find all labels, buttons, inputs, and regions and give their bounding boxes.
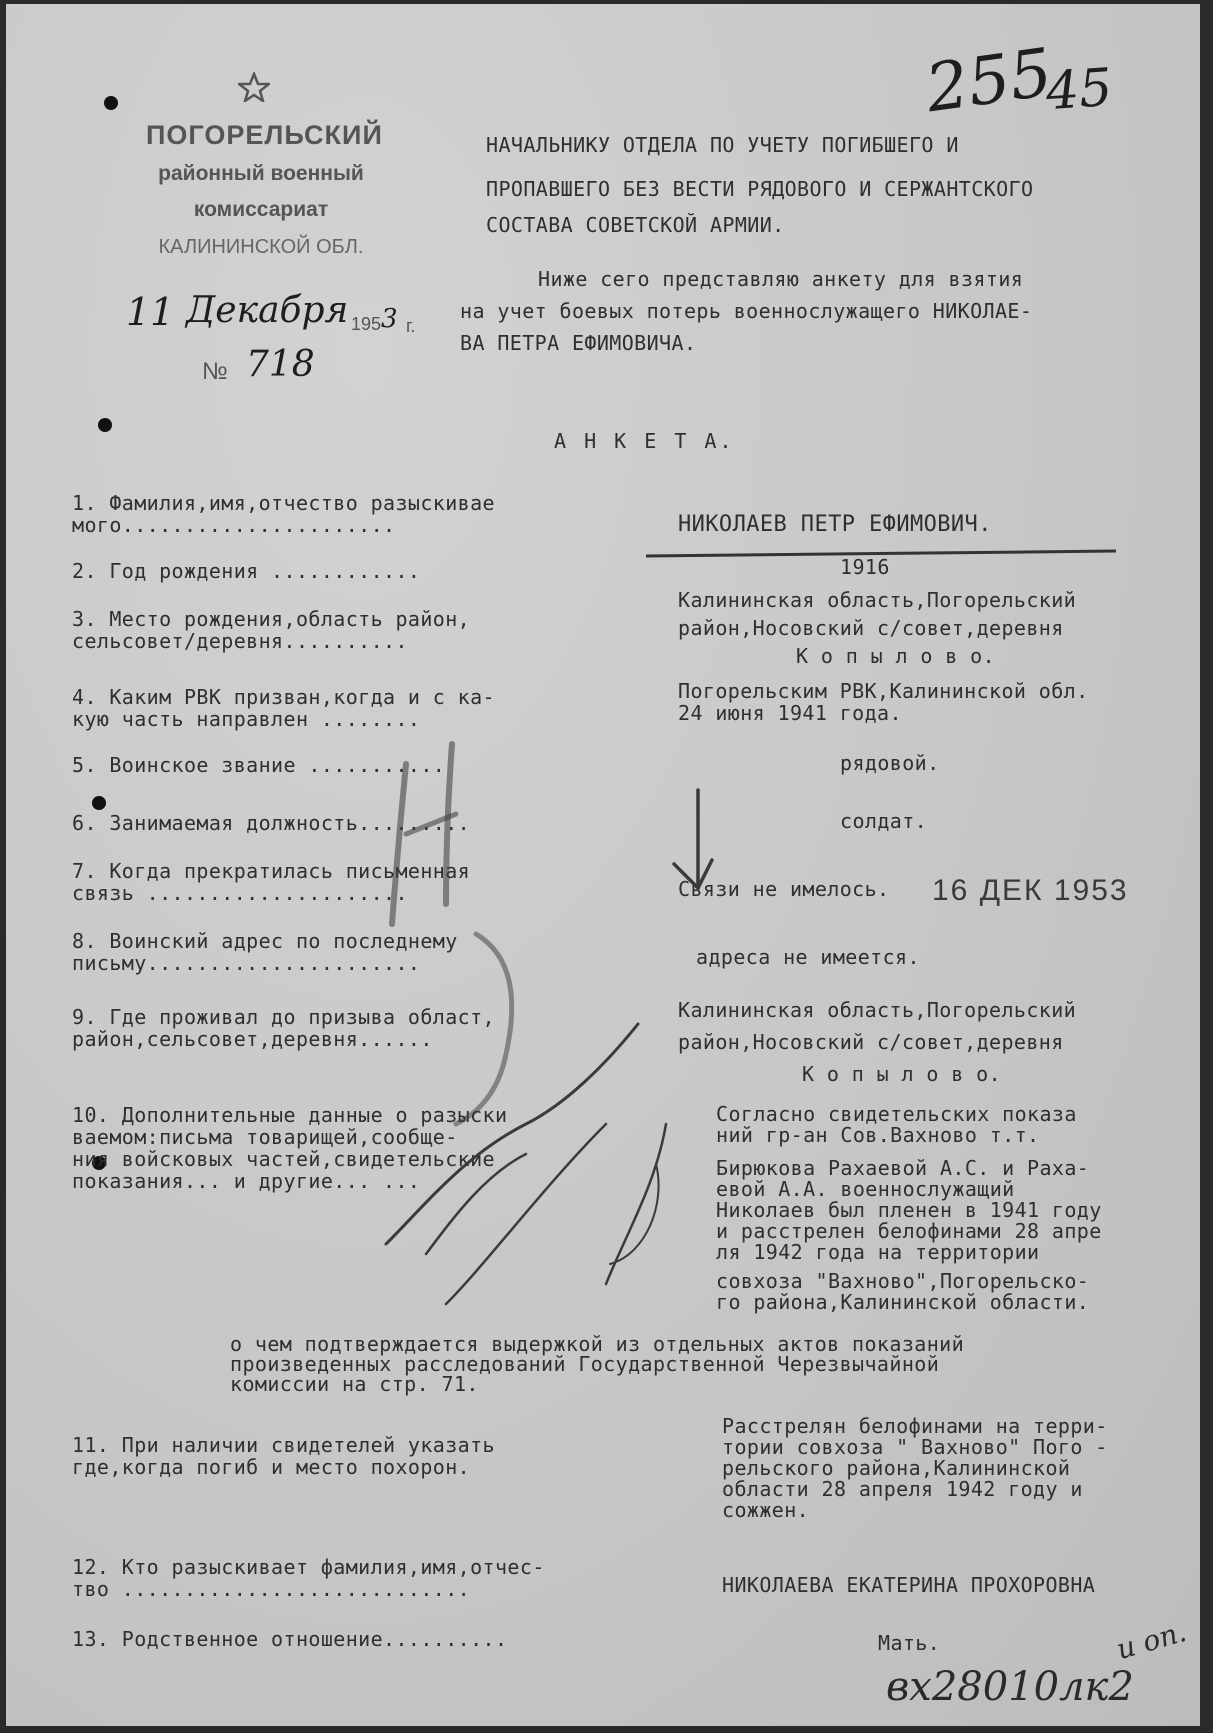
question-line: 8. Воинский адрес по последнему: [72, 929, 458, 953]
answer-line: о чем подтверждается выдержкой из отдельных актов показаний: [230, 1332, 965, 1356]
answer-line: комиссии на стр. 71.: [230, 1372, 479, 1396]
intro-line-2: на учет боевых потерь военнослужащего НИКОЛАЕ-: [460, 299, 1033, 323]
answer-6: солдат.: [840, 809, 928, 833]
handwritten-marks: [6, 4, 1200, 1726]
answer-line: го района,Калининской области.: [716, 1290, 1090, 1314]
answer-line: ний гр-ан Сов.Вахново т.т.: [716, 1123, 1040, 1147]
question-line: где,когда погиб и место похорон.: [72, 1455, 471, 1479]
question-line: 2. Год рождения ............: [72, 559, 421, 583]
question-line: район,сельсовет,деревня......: [72, 1027, 433, 1051]
answer-12: НИКОЛАЕВА ЕКАТЕРИНА ПРОХОРОВНА: [722, 1573, 1096, 1597]
corner-number-b: 45: [1043, 57, 1115, 123]
bottom-incoming-number: вх28010лк2: [886, 1664, 1134, 1710]
answer-line: район,Носовский с/совет,деревня: [678, 1030, 1064, 1054]
stamp-date-suffix: г.: [406, 316, 416, 336]
question-line: тво ............................: [72, 1577, 471, 1601]
question-line: кую часть направлен ........: [72, 707, 421, 731]
answer-line: и расстрелен белофинами 28 апре: [716, 1219, 1102, 1243]
stamp-line-1: ПОГОРЕЛЬСКИЙ: [146, 120, 383, 150]
answer-line: произведенных расследований Государственной Черезвычайной: [230, 1352, 940, 1376]
header-line-1: НАЧАЛЬНИКУ ОТДЕЛА ПО УЧЕТУ ПОГИБШЕГО И: [486, 133, 959, 157]
answer-8: адреса не имеется.: [696, 945, 920, 969]
question-line: показания... и другие... ...: [72, 1169, 421, 1193]
question-line: 6. Занимаемая должность.........: [72, 811, 471, 835]
answer-line: рельского района,Калининской: [722, 1456, 1071, 1480]
answer-line: Николаев был пленен в 1941 году: [716, 1198, 1102, 1222]
answer-2: 1916: [840, 555, 890, 579]
answer-line: евой А.А. военнослужащий: [716, 1177, 1015, 1201]
stamp-date-year-digit: 3: [381, 304, 398, 334]
answer-line: Погорельским РВК,Калининской обл.: [678, 679, 1089, 703]
answer-line: ля 1942 года на территории: [716, 1240, 1040, 1264]
question-line: 11. При наличии свидетелей указать: [72, 1433, 495, 1457]
stamp-line-2: районный военный: [158, 162, 364, 185]
answer-line: район,Носовский с/совет,деревня: [678, 616, 1064, 640]
form-title: А Н К Е Т А.: [554, 429, 735, 453]
answer-line: Согласно свидетельских показа: [716, 1102, 1077, 1126]
question-line: мого......................: [72, 513, 396, 537]
answer-7: Связи не имелось.: [678, 877, 890, 901]
answer-line: К о п ы л о в о.: [802, 1062, 1002, 1086]
question-line: 4. Каким РВК призван,когда и с ка-: [72, 685, 495, 709]
stamp-date-month: Декабря: [186, 290, 349, 331]
answer-line: 24 июня 1941 года.: [678, 701, 902, 725]
stamp-line-4: КАЛИНИНСКОЙ ОБЛ.: [158, 236, 364, 258]
question-line: 1. Фамилия,имя,отчество разыскивае: [72, 491, 495, 515]
answer-line: Расстрелян белофинами на терри-: [722, 1414, 1108, 1438]
question-line: 7. Когда прекратилась письменная: [72, 859, 471, 883]
answer-line: Калининская область,Погорельский: [678, 998, 1077, 1022]
question-line: 10. Дополнительные данные о разыски: [72, 1103, 508, 1127]
answer-5: рядовой.: [840, 751, 940, 775]
document-sheet: [6, 4, 1200, 1726]
answer-13: Мать.: [878, 1631, 941, 1655]
header-line-3: СОСТАВА СОВЕТСКОЙ АРМИИ.: [486, 213, 785, 237]
question-line: 9. Где проживал до призыва област,: [72, 1005, 495, 1029]
intro-line-3: ВА ПЕТРА ЕФИМОВИЧА.: [460, 331, 697, 355]
answer-line: Бирюкова Рахаевой А.С. и Раха-: [716, 1156, 1090, 1180]
question-line: 5. Воинское звание ...........: [72, 753, 446, 777]
question-line: 13. Родственное отношение..........: [72, 1627, 508, 1651]
answer-1: НИКОЛАЕВ ПЕТР ЕФИМОВИЧ.: [678, 512, 992, 537]
question-line: ваемом:письма товарищей,сообще-: [72, 1125, 458, 1149]
stamp-line-3: комиссариат: [193, 198, 329, 221]
answer-line: Калининская область,Погорельский: [678, 588, 1077, 612]
question-line: 12. Кто разыскивает фамилия,имя,отчес-: [72, 1555, 545, 1579]
bottom-note: и оп.: [1112, 1614, 1190, 1667]
header-line-2: ПРОПАВШЕГО БЕЗ ВЕСТИ РЯДОВОГО И СЕРЖАНТСКОГО: [486, 177, 1034, 201]
received-date-stamp: 16 ДЕК 1953: [932, 874, 1129, 907]
answer-line: сожжен.: [722, 1498, 810, 1522]
question-line: ния войсковых частей,свидетельские: [72, 1147, 495, 1171]
stamp-date-day: 11: [126, 290, 175, 334]
answer-line: К о п ы л о в о.: [796, 644, 996, 668]
stamp-number-prefix: №: [202, 358, 228, 385]
question-line: связь .....................: [72, 881, 408, 905]
answer-line: тории совхоза " Вахново" Пого -: [722, 1435, 1108, 1459]
question-line: сельсовет/деревня..........: [72, 629, 408, 653]
stamp-date-year: 195: [351, 314, 382, 334]
question-line: письму......................: [72, 951, 421, 975]
corner-number-a: 255: [921, 33, 1057, 128]
answer-line: совхоза "Вахново",Погорельско-: [716, 1269, 1090, 1293]
intro-line-1: Ниже сего представляю анкету для взятия: [538, 267, 1024, 291]
answer-line: области 28 апреля 1942 году и: [722, 1477, 1083, 1501]
question-line: 3. Место рождения,область район,: [72, 607, 471, 631]
stamp-number: 718: [246, 344, 315, 385]
